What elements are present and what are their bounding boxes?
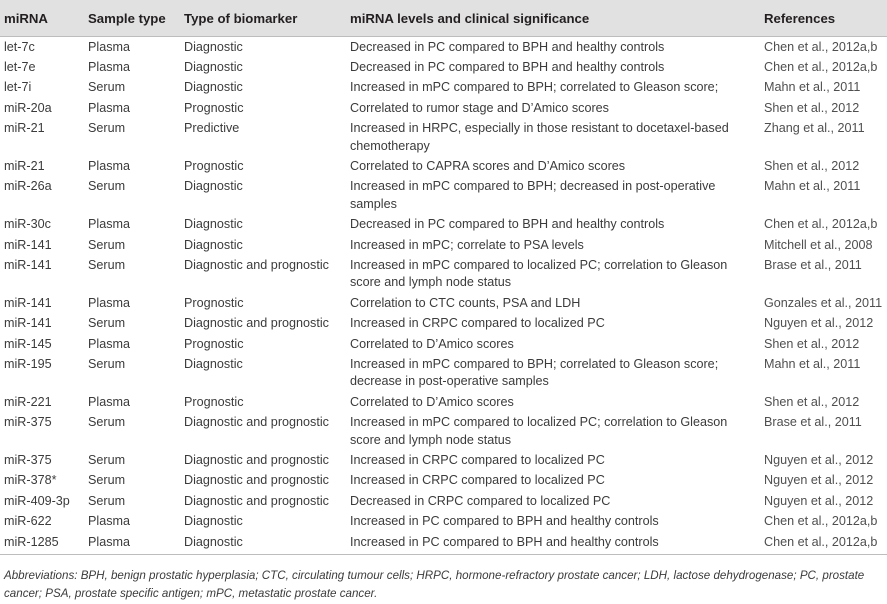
cell-clinical-significance: Decreased in PC compared to BPH and healthy controls	[350, 59, 665, 74]
cell-sample-type: Serum	[88, 415, 126, 430]
cell-mirna: miR-20a	[4, 100, 52, 115]
cell-mirna: miR-141	[4, 316, 52, 331]
cell-mirna: miR-30c	[4, 217, 51, 232]
cell-biomarker-type: Prognostic	[184, 336, 244, 351]
table-row	[0, 392, 887, 412]
cell-mirna: miR-221	[4, 394, 52, 409]
cell-reference: Shen et al., 2012	[764, 158, 860, 173]
cell-biomarker-type: Diagnostic	[184, 80, 243, 95]
cell-mirna: miR-141	[4, 237, 52, 252]
table-row	[0, 355, 887, 393]
cell-clinical-significance: Increased in HRPC, especially in those resistant to docetaxel-based chemotherapy	[350, 121, 729, 153]
cell-reference: Nguyen et al., 2012	[764, 453, 874, 468]
cell-sample-type: Serum	[88, 179, 126, 194]
cell-sample-type: Plasma	[88, 39, 130, 54]
cell-mirna: miR-622	[4, 514, 52, 529]
cell-reference: Nguyen et al., 2012	[764, 316, 874, 331]
cell-clinical-significance: Increased in PC compared to BPH and healthy controls	[346, 532, 760, 554]
cell-sample-type: Serum	[88, 453, 126, 468]
cell-clinical-significance: Increased in CRPC compared to localized PC	[350, 316, 605, 331]
cell-clinical-significance: Increased in mPC compared to BPH; correlated to Gleason score; decrease in post-operative samples	[350, 357, 719, 389]
table-row	[0, 334, 887, 354]
table-row	[0, 78, 887, 98]
cell-reference: Chen et al., 2012a,b	[764, 59, 878, 74]
cell-mirna: miR-145	[4, 336, 52, 351]
cell-sample-type: Serum	[88, 121, 126, 136]
cell-reference: Mahn et al., 2011	[764, 179, 861, 194]
cell-clinical-significance: Correlated to CAPRA scores and D’Amico scores	[350, 158, 626, 173]
cell-reference: Gonzales et al., 2011	[764, 295, 883, 310]
cell-reference: Shen et al., 2012	[764, 336, 860, 351]
cell-biomarker-type: Diagnostic	[184, 59, 243, 74]
cell-reference: Nguyen et al., 2012	[764, 493, 874, 508]
cell-mirna: miR-375	[4, 415, 52, 430]
cell-reference: Brase et al., 2011	[764, 257, 862, 272]
cell-clinical-significance: Decreased in PC compared to BPH and healthy controls	[350, 39, 665, 54]
cell-biomarker-type: Diagnostic	[180, 532, 346, 554]
cell-clinical-significance: Correlation to CTC counts, PSA and LDH	[350, 295, 581, 310]
cell-sample-type: Serum	[88, 493, 126, 508]
table-row	[0, 471, 887, 491]
table-row	[0, 37, 887, 58]
cell-biomarker-type: Diagnostic and prognostic	[184, 473, 329, 488]
cell-reference: Chen et al., 2012a,b	[764, 39, 878, 54]
cell-reference: Shen et al., 2012	[764, 394, 860, 409]
cell-biomarker-type: Diagnostic and prognostic	[184, 415, 329, 430]
table-row	[0, 413, 887, 451]
cell-clinical-significance: Correlated to rumor stage and D’Amico scores	[350, 100, 609, 115]
cell-sample-type: Plasma	[88, 514, 130, 529]
cell-reference: Nguyen et al., 2012	[764, 473, 874, 488]
cell-mirna: let-7c	[4, 39, 35, 54]
cell-biomarker-type: Diagnostic	[184, 514, 243, 529]
table-header	[0, 0, 887, 37]
cell-biomarker-type: Prognostic	[184, 158, 244, 173]
cell-sample-type: Plasma	[88, 295, 130, 310]
cell-mirna: miR-21	[4, 158, 45, 173]
cell-mirna: miR-141	[4, 295, 52, 310]
cell-sample-type: Serum	[88, 237, 126, 252]
cell-reference: Chen et al., 2012a,b	[764, 514, 878, 529]
cell-sample-type: Serum	[88, 473, 126, 488]
cell-clinical-significance: Correlated to D’Amico scores	[350, 394, 514, 409]
header-mirna: miRNA	[0, 0, 84, 37]
cell-clinical-significance: Decreased in PC compared to BPH and healthy controls	[350, 217, 665, 232]
cell-biomarker-type: Diagnostic	[184, 217, 243, 232]
header-references: References	[760, 0, 887, 37]
header-row	[0, 0, 887, 37]
cell-clinical-significance: Correlated to D’Amico scores	[350, 336, 514, 351]
cell-sample-type: Serum	[88, 316, 126, 331]
table-row	[0, 293, 887, 313]
cell-mirna: miR-375	[4, 453, 52, 468]
cell-biomarker-type: Diagnostic and prognostic	[184, 257, 329, 272]
header-biomarker-type: Type of biomarker	[180, 0, 346, 37]
cell-sample-type: Serum	[88, 257, 126, 272]
cell-mirna: miR-21	[4, 121, 45, 136]
cell-biomarker-type: Diagnostic and prognostic	[184, 316, 329, 331]
cell-sample-type: Plasma	[88, 217, 130, 232]
table-row	[0, 491, 887, 511]
cell-reference: Zhang et al., 2011	[764, 121, 865, 136]
cell-mirna: miR-1285	[0, 532, 84, 554]
cell-biomarker-type: Diagnostic	[184, 179, 243, 194]
cell-mirna: miR-409-3p	[4, 493, 70, 508]
cell-mirna: let-7e	[4, 59, 36, 74]
table-row	[0, 57, 887, 77]
cell-reference: Chen et al., 2012a,b	[760, 532, 887, 554]
cell-sample-type: Plasma	[88, 59, 130, 74]
table-row	[0, 235, 887, 255]
table-row	[0, 119, 887, 157]
cell-sample-type: Plasma	[84, 532, 180, 554]
cell-reference: Brase et al., 2011	[764, 415, 862, 430]
cell-sample-type: Serum	[88, 357, 126, 371]
table-row	[0, 177, 887, 215]
cell-biomarker-type: Diagnostic and prognostic	[184, 453, 329, 468]
cell-sample-type: Serum	[88, 80, 126, 95]
cell-biomarker-type: Predictive	[184, 121, 240, 136]
table-row	[0, 215, 887, 235]
table-body	[0, 37, 887, 555]
cell-sample-type: Plasma	[88, 394, 130, 409]
table-row	[0, 98, 887, 118]
cell-clinical-significance: Increased in mPC; correlate to PSA levels	[350, 237, 584, 252]
cell-biomarker-type: Prognostic	[184, 295, 244, 310]
cell-biomarker-type: Prognostic	[184, 100, 244, 115]
header-sample-type: Sample type	[84, 0, 180, 37]
cell-biomarker-type: Prognostic	[184, 394, 244, 409]
cell-biomarker-type: Diagnostic	[184, 237, 243, 252]
cell-clinical-significance: Increased in mPC compared to BPH; correlated to Gleason score;	[350, 80, 719, 95]
table-row	[0, 156, 887, 176]
cell-clinical-significance: Increased in CRPC compared to localized PC	[350, 473, 605, 488]
cell-sample-type: Plasma	[88, 158, 130, 173]
cell-clinical-significance: Increased in CRPC compared to localized PC	[350, 453, 605, 468]
cell-clinical-significance: Increased in mPC compared to localized PC; correlation to Gleason score and lymph node status	[350, 415, 728, 447]
cell-clinical-significance: Increased in mPC compared to localized PC; correlation to Gleason score and lymph node status	[350, 257, 728, 290]
cell-biomarker-type: Diagnostic and prognostic	[184, 493, 329, 508]
cell-mirna: miR-26a	[4, 179, 52, 194]
header-clinical-significance: miRNA levels and clinical significance	[346, 0, 760, 37]
abbreviations-footnote: Abbreviations: BPH, benign prostatic hyperplasia; CTC, circulating tumour cells; HRPC, hormone-refractory prostate cancer; LDH, lactose dehydrogenase; PC, prostate cancer; PSA, prostate specific antigen; mPC, metastatic prostate cancer.	[4, 569, 865, 600]
cell-mirna: miR-195	[4, 357, 52, 371]
cell-clinical-significance: Increased in mPC compared to BPH; decreased in post-operative samples	[350, 179, 716, 211]
cell-reference: Mahn et al., 2011	[764, 80, 861, 95]
table-row	[0, 314, 887, 334]
table-row	[0, 255, 887, 293]
cell-sample-type: Plasma	[88, 100, 130, 115]
table-row	[0, 451, 887, 471]
cell-reference: Mahn et al., 2011	[764, 357, 861, 371]
cell-clinical-significance: Increased in PC compared to BPH and healthy controls	[350, 514, 659, 529]
cell-biomarker-type: Diagnostic	[184, 39, 243, 54]
cell-sample-type: Plasma	[88, 336, 130, 351]
cell-reference: Chen et al., 2012a,b	[764, 217, 878, 232]
cell-mirna: let-7i	[4, 80, 32, 95]
cell-mirna: miR-141	[4, 257, 52, 272]
cell-mirna: miR-378*	[4, 473, 57, 488]
cell-reference: Mitchell et al., 2008	[764, 237, 873, 252]
table-row	[0, 532, 887, 554]
cell-clinical-significance: Decreased in CRPC compared to localized PC	[350, 493, 611, 508]
cell-biomarker-type: Diagnostic	[184, 357, 243, 371]
cell-reference: Shen et al., 2012	[764, 100, 860, 115]
table-row	[0, 512, 887, 532]
